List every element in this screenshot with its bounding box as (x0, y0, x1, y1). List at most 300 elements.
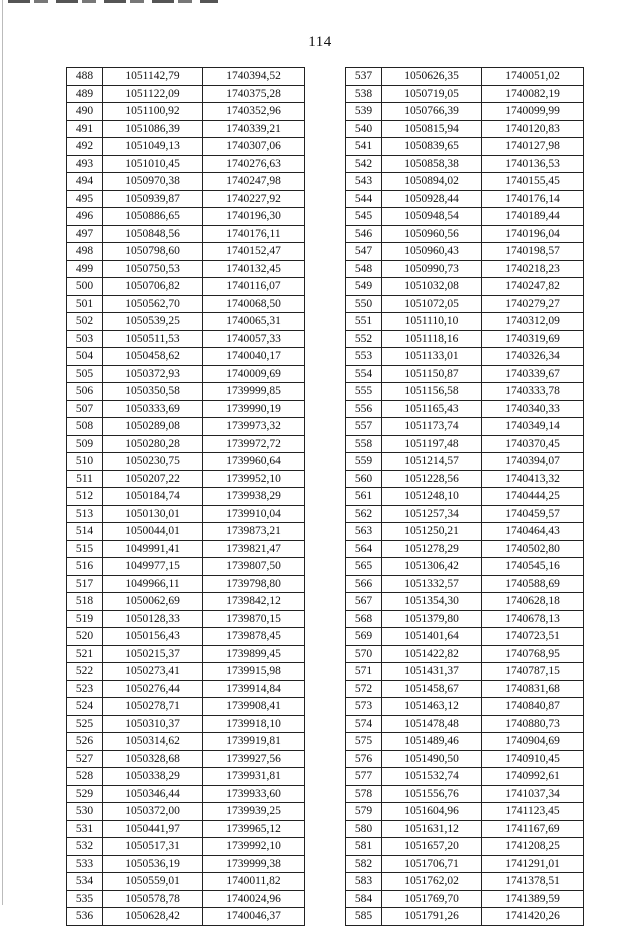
table-row (346, 295, 584, 313)
x-coordinate-cell: 1051791,26 (382, 908, 482, 926)
table-row (67, 680, 305, 698)
table-row (67, 120, 305, 138)
y-coordinate-cell: 1740678,13 (482, 610, 584, 628)
y-coordinate-cell: 1740068,50 (203, 295, 305, 313)
table-row (346, 470, 584, 488)
x-coordinate-cell: 1051010,45 (103, 155, 203, 173)
table-row (67, 173, 305, 191)
y-coordinate-cell: 1740992,61 (482, 768, 584, 786)
table-row (67, 295, 305, 313)
x-coordinate-cell: 1051431,37 (382, 663, 482, 681)
x-coordinate-cell: 1050333,69 (103, 400, 203, 418)
y-coordinate-cell: 1740588,69 (482, 575, 584, 593)
y-coordinate-cell: 1740394,52 (203, 68, 305, 86)
x-coordinate-cell: 1051478,48 (382, 715, 482, 733)
table-row (67, 103, 305, 121)
table-row (346, 628, 584, 646)
point-number-cell: 498 (67, 243, 103, 261)
y-coordinate-cell: 1739972,72 (203, 435, 305, 453)
y-coordinate-cell: 1739908,41 (203, 698, 305, 716)
y-coordinate-cell: 1740370,45 (482, 435, 584, 453)
point-number-cell: 511 (67, 470, 103, 488)
y-coordinate-cell: 1739990,19 (203, 400, 305, 418)
table-row (346, 138, 584, 156)
table-row (67, 348, 305, 366)
point-number-cell: 521 (67, 645, 103, 663)
table-row (346, 610, 584, 628)
x-coordinate-cell: 1051049,13 (103, 138, 203, 156)
y-coordinate-cell: 1740155,45 (482, 173, 584, 191)
table-row (346, 278, 584, 296)
table-row (67, 190, 305, 208)
table-row (67, 645, 305, 663)
table-row (346, 558, 584, 576)
point-number-cell: 544 (346, 190, 382, 208)
point-number-cell: 539 (346, 103, 382, 121)
table-row (67, 68, 305, 86)
y-coordinate-cell: 1740189,44 (482, 208, 584, 226)
table-row (67, 610, 305, 628)
x-coordinate-cell: 1051086,39 (103, 120, 203, 138)
table-row (67, 628, 305, 646)
y-coordinate-cell: 1740132,45 (203, 260, 305, 278)
y-coordinate-cell: 1740910,45 (482, 750, 584, 768)
x-coordinate-cell: 1050706,82 (103, 278, 203, 296)
point-number-cell: 581 (346, 838, 382, 856)
y-coordinate-cell: 1740628,18 (482, 593, 584, 611)
x-coordinate-cell: 1050960,43 (382, 243, 482, 261)
x-coordinate-cell: 1050130,01 (103, 505, 203, 523)
y-coordinate-cell: 1739999,85 (203, 383, 305, 401)
point-number-cell: 537 (346, 68, 382, 86)
y-coordinate-cell: 1740394,07 (482, 453, 584, 471)
point-number-cell: 556 (346, 400, 382, 418)
x-coordinate-cell: 1050207,22 (103, 470, 203, 488)
y-coordinate-cell: 1739798,80 (203, 575, 305, 593)
y-coordinate-cell: 1739919,81 (203, 733, 305, 751)
point-number-cell: 579 (346, 803, 382, 821)
y-coordinate-cell: 1740413,32 (482, 470, 584, 488)
point-number-cell: 542 (346, 155, 382, 173)
table-row (67, 593, 305, 611)
x-coordinate-cell: 1051197,48 (382, 435, 482, 453)
table-row (346, 155, 584, 173)
x-coordinate-cell: 1049991,41 (103, 540, 203, 558)
point-number-cell: 499 (67, 260, 103, 278)
point-number-cell: 555 (346, 383, 382, 401)
y-coordinate-cell: 1741037,34 (482, 785, 584, 803)
x-coordinate-cell: 1051110,10 (382, 313, 482, 331)
x-coordinate-cell: 1051214,57 (382, 453, 482, 471)
table-row (346, 575, 584, 593)
x-coordinate-cell: 1051706,71 (382, 855, 482, 873)
point-number-cell: 494 (67, 173, 103, 191)
point-number-cell: 569 (346, 628, 382, 646)
x-coordinate-cell: 1051379,80 (382, 610, 482, 628)
y-coordinate-cell: 1740046,37 (203, 908, 305, 926)
x-coordinate-cell: 1051250,21 (382, 523, 482, 541)
point-number-cell: 503 (67, 330, 103, 348)
x-coordinate-cell: 1050372,00 (103, 803, 203, 821)
x-coordinate-cell: 1050562,70 (103, 295, 203, 313)
y-coordinate-cell: 1740247,98 (203, 173, 305, 191)
point-number-cell: 547 (346, 243, 382, 261)
point-number-cell: 545 (346, 208, 382, 226)
table-row (67, 330, 305, 348)
point-number-cell: 552 (346, 330, 382, 348)
point-number-cell: 495 (67, 190, 103, 208)
point-number-cell: 512 (67, 488, 103, 506)
point-number-cell: 564 (346, 540, 382, 558)
point-number-cell: 585 (346, 908, 382, 926)
y-coordinate-cell: 1739821,47 (203, 540, 305, 558)
y-coordinate-cell: 1739960,64 (203, 453, 305, 471)
point-number-cell: 491 (67, 120, 103, 138)
x-coordinate-cell: 1050848,56 (103, 225, 203, 243)
point-number-cell: 566 (346, 575, 382, 593)
point-number-cell: 565 (346, 558, 382, 576)
y-coordinate-cell: 1740218,23 (482, 260, 584, 278)
x-coordinate-cell: 1050939,87 (103, 190, 203, 208)
point-number-cell: 580 (346, 820, 382, 838)
point-number-cell: 526 (67, 733, 103, 751)
y-coordinate-cell: 1740768,95 (482, 645, 584, 663)
x-coordinate-cell: 1050511,53 (103, 330, 203, 348)
point-number-cell: 540 (346, 120, 382, 138)
x-coordinate-cell: 1050948,54 (382, 208, 482, 226)
table-row (67, 873, 305, 891)
y-coordinate-cell: 1740312,09 (482, 313, 584, 331)
table-row (346, 505, 584, 523)
table-row (346, 645, 584, 663)
x-coordinate-cell: 1050338,29 (103, 768, 203, 786)
x-coordinate-cell: 1050578,78 (103, 890, 203, 908)
x-coordinate-cell: 1050273,41 (103, 663, 203, 681)
table-row (346, 803, 584, 821)
point-number-cell: 548 (346, 260, 382, 278)
table-row (346, 838, 584, 856)
point-number-cell: 546 (346, 225, 382, 243)
table-row (67, 908, 305, 926)
point-number-cell: 519 (67, 610, 103, 628)
scan-header-artifact (8, 0, 218, 3)
y-coordinate-cell: 1740723,51 (482, 628, 584, 646)
point-number-cell: 582 (346, 855, 382, 873)
x-coordinate-cell: 1051165,43 (382, 400, 482, 418)
y-coordinate-cell: 1740326,34 (482, 348, 584, 366)
point-number-cell: 575 (346, 733, 382, 751)
y-coordinate-cell: 1740051,02 (482, 68, 584, 86)
table-row (346, 225, 584, 243)
page-number: 114 (308, 34, 332, 50)
y-coordinate-cell: 1739878,45 (203, 628, 305, 646)
x-coordinate-cell: 1051306,42 (382, 558, 482, 576)
x-coordinate-cell: 1051490,50 (382, 750, 482, 768)
table-row (346, 190, 584, 208)
y-coordinate-cell: 1740333,78 (482, 383, 584, 401)
y-coordinate-cell: 1741208,25 (482, 838, 584, 856)
x-coordinate-cell: 1051100,92 (103, 103, 203, 121)
point-number-cell: 549 (346, 278, 382, 296)
y-coordinate-cell: 1740011,82 (203, 873, 305, 891)
x-coordinate-cell: 1050372,93 (103, 365, 203, 383)
y-coordinate-cell: 1740904,69 (482, 733, 584, 751)
x-coordinate-cell: 1051173,74 (382, 418, 482, 436)
y-coordinate-cell: 1740339,67 (482, 365, 584, 383)
x-coordinate-cell: 1051278,29 (382, 540, 482, 558)
point-number-cell: 524 (67, 698, 103, 716)
y-coordinate-cell: 1740196,04 (482, 225, 584, 243)
x-coordinate-cell: 1050766,39 (382, 103, 482, 121)
y-coordinate-cell: 1740880,73 (482, 715, 584, 733)
point-number-cell: 563 (346, 523, 382, 541)
y-coordinate-cell: 1740502,80 (482, 540, 584, 558)
y-coordinate-cell: 1740057,33 (203, 330, 305, 348)
point-number-cell: 513 (67, 505, 103, 523)
y-coordinate-cell: 1740040,17 (203, 348, 305, 366)
x-coordinate-cell: 1051604,96 (382, 803, 482, 821)
table-row (67, 418, 305, 436)
point-number-cell: 554 (346, 365, 382, 383)
x-coordinate-cell: 1050536,19 (103, 855, 203, 873)
y-coordinate-cell: 1740082,19 (482, 85, 584, 103)
x-coordinate-cell: 1050215,37 (103, 645, 203, 663)
x-coordinate-cell: 1051657,20 (382, 838, 482, 856)
point-number-cell: 557 (346, 418, 382, 436)
y-coordinate-cell: 1740198,57 (482, 243, 584, 261)
table-row (346, 348, 584, 366)
x-coordinate-cell: 1050798,60 (103, 243, 203, 261)
table-row (346, 120, 584, 138)
table-body (67, 68, 305, 926)
point-number-cell: 523 (67, 680, 103, 698)
y-coordinate-cell: 1740009,69 (203, 365, 305, 383)
y-coordinate-cell: 1740116,07 (203, 278, 305, 296)
point-number-cell: 558 (346, 435, 382, 453)
x-coordinate-cell: 1050839,65 (382, 138, 482, 156)
table-row (346, 313, 584, 331)
y-coordinate-cell: 1740349,14 (482, 418, 584, 436)
coordinates-table-right (345, 67, 584, 926)
point-number-cell: 583 (346, 873, 382, 891)
y-coordinate-cell: 1740375,28 (203, 85, 305, 103)
x-coordinate-cell: 1051769,70 (382, 890, 482, 908)
point-number-cell: 576 (346, 750, 382, 768)
table-row (67, 715, 305, 733)
point-number-cell: 531 (67, 820, 103, 838)
x-coordinate-cell: 1049966,11 (103, 575, 203, 593)
table-row (67, 733, 305, 751)
y-coordinate-cell: 1741420,26 (482, 908, 584, 926)
table-row (346, 593, 584, 611)
table-row (346, 488, 584, 506)
point-number-cell: 527 (67, 750, 103, 768)
x-coordinate-cell: 1051532,74 (382, 768, 482, 786)
point-number-cell: 507 (67, 400, 103, 418)
y-coordinate-cell: 1739999,38 (203, 855, 305, 873)
table-row (67, 803, 305, 821)
table-row (346, 103, 584, 121)
table-row (67, 383, 305, 401)
point-number-cell: 514 (67, 523, 103, 541)
table-row (346, 698, 584, 716)
point-number-cell: 502 (67, 313, 103, 331)
y-coordinate-cell: 1740227,92 (203, 190, 305, 208)
point-number-cell: 562 (346, 505, 382, 523)
y-coordinate-cell: 1739910,04 (203, 505, 305, 523)
point-number-cell: 516 (67, 558, 103, 576)
y-coordinate-cell: 1740787,15 (482, 663, 584, 681)
table-row (346, 733, 584, 751)
x-coordinate-cell: 1051150,87 (382, 365, 482, 383)
table-row (67, 400, 305, 418)
table-row (67, 313, 305, 331)
x-coordinate-cell: 1051631,12 (382, 820, 482, 838)
x-coordinate-cell: 1050128,33 (103, 610, 203, 628)
point-number-cell: 493 (67, 155, 103, 173)
point-number-cell: 490 (67, 103, 103, 121)
point-number-cell: 520 (67, 628, 103, 646)
x-coordinate-cell: 1050628,42 (103, 908, 203, 926)
point-number-cell: 488 (67, 68, 103, 86)
x-coordinate-cell: 1050184,74 (103, 488, 203, 506)
table-row (346, 540, 584, 558)
table-row (346, 418, 584, 436)
y-coordinate-cell: 1739915,98 (203, 663, 305, 681)
x-coordinate-cell: 1050719,05 (382, 85, 482, 103)
y-coordinate-cell: 1740319,69 (482, 330, 584, 348)
x-coordinate-cell: 1050289,08 (103, 418, 203, 436)
x-coordinate-cell: 1051354,30 (382, 593, 482, 611)
table-row (67, 663, 305, 681)
point-number-cell: 572 (346, 680, 382, 698)
table-row (346, 873, 584, 891)
x-coordinate-cell: 1050858,38 (382, 155, 482, 173)
x-coordinate-cell: 1050280,28 (103, 435, 203, 453)
x-coordinate-cell: 1050441,97 (103, 820, 203, 838)
point-number-cell: 522 (67, 663, 103, 681)
point-number-cell: 567 (346, 593, 382, 611)
y-coordinate-cell: 1739918,10 (203, 715, 305, 733)
point-number-cell: 538 (346, 85, 382, 103)
y-coordinate-cell: 1740459,57 (482, 505, 584, 523)
point-number-cell: 570 (346, 645, 382, 663)
table-row (67, 138, 305, 156)
point-number-cell: 504 (67, 348, 103, 366)
y-coordinate-cell: 1740136,53 (482, 155, 584, 173)
table-row (346, 750, 584, 768)
point-number-cell: 541 (346, 138, 382, 156)
point-number-cell: 568 (346, 610, 382, 628)
table-row (67, 768, 305, 786)
y-coordinate-cell: 1740831,68 (482, 680, 584, 698)
point-number-cell: 543 (346, 173, 382, 191)
table-row (346, 435, 584, 453)
point-number-cell: 532 (67, 838, 103, 856)
point-number-cell: 492 (67, 138, 103, 156)
x-coordinate-cell: 1050815,94 (382, 120, 482, 138)
table-row (67, 855, 305, 873)
x-coordinate-cell: 1051156,58 (382, 383, 482, 401)
point-number-cell: 530 (67, 803, 103, 821)
table-row (346, 908, 584, 926)
table-row (67, 820, 305, 838)
point-number-cell: 528 (67, 768, 103, 786)
table-row (346, 820, 584, 838)
table-row (67, 225, 305, 243)
x-coordinate-cell: 1051118,16 (382, 330, 482, 348)
x-coordinate-cell: 1051142,79 (103, 68, 203, 86)
table-row (346, 243, 584, 261)
x-coordinate-cell: 1051257,34 (382, 505, 482, 523)
x-coordinate-cell: 1050156,43 (103, 628, 203, 646)
point-number-cell: 501 (67, 295, 103, 313)
y-coordinate-cell: 1740464,43 (482, 523, 584, 541)
point-number-cell: 551 (346, 313, 382, 331)
point-number-cell: 515 (67, 540, 103, 558)
y-coordinate-cell: 1740276,63 (203, 155, 305, 173)
x-coordinate-cell: 1050539,25 (103, 313, 203, 331)
x-coordinate-cell: 1051122,09 (103, 85, 203, 103)
table-row (346, 208, 584, 226)
point-number-cell: 533 (67, 855, 103, 873)
x-coordinate-cell: 1050960,56 (382, 225, 482, 243)
x-coordinate-cell: 1050350,58 (103, 383, 203, 401)
x-coordinate-cell: 1050559,01 (103, 873, 203, 891)
point-number-cell: 525 (67, 715, 103, 733)
point-number-cell: 559 (346, 453, 382, 471)
table-row (67, 785, 305, 803)
x-coordinate-cell: 1050230,75 (103, 453, 203, 471)
y-coordinate-cell: 1739914,84 (203, 680, 305, 698)
x-coordinate-cell: 1051422,82 (382, 645, 482, 663)
y-coordinate-cell: 1740279,27 (482, 295, 584, 313)
y-coordinate-cell: 1740545,16 (482, 558, 584, 576)
point-number-cell: 508 (67, 418, 103, 436)
point-number-cell: 535 (67, 890, 103, 908)
x-coordinate-cell: 1051489,46 (382, 733, 482, 751)
point-number-cell: 577 (346, 768, 382, 786)
y-coordinate-cell: 1740065,31 (203, 313, 305, 331)
table-row (67, 278, 305, 296)
table-row (67, 523, 305, 541)
point-number-cell: 509 (67, 435, 103, 453)
y-coordinate-cell: 1739965,12 (203, 820, 305, 838)
point-number-cell: 584 (346, 890, 382, 908)
x-coordinate-cell: 1051556,76 (382, 785, 482, 803)
point-number-cell: 506 (67, 383, 103, 401)
x-coordinate-cell: 1051032,08 (382, 278, 482, 296)
table-row (346, 383, 584, 401)
table-row (67, 435, 305, 453)
table-row (67, 243, 305, 261)
table-row (67, 505, 305, 523)
point-number-cell: 536 (67, 908, 103, 926)
table-row (346, 663, 584, 681)
y-coordinate-cell: 1740120,83 (482, 120, 584, 138)
y-coordinate-cell: 1739899,45 (203, 645, 305, 663)
table-body (346, 68, 584, 926)
x-coordinate-cell: 1050276,44 (103, 680, 203, 698)
coordinates-table-left (66, 67, 305, 926)
point-number-cell: 553 (346, 348, 382, 366)
x-coordinate-cell: 1051463,12 (382, 698, 482, 716)
table-row (346, 453, 584, 471)
point-number-cell: 489 (67, 85, 103, 103)
table-row (346, 785, 584, 803)
point-number-cell: 550 (346, 295, 382, 313)
y-coordinate-cell: 1740339,21 (203, 120, 305, 138)
